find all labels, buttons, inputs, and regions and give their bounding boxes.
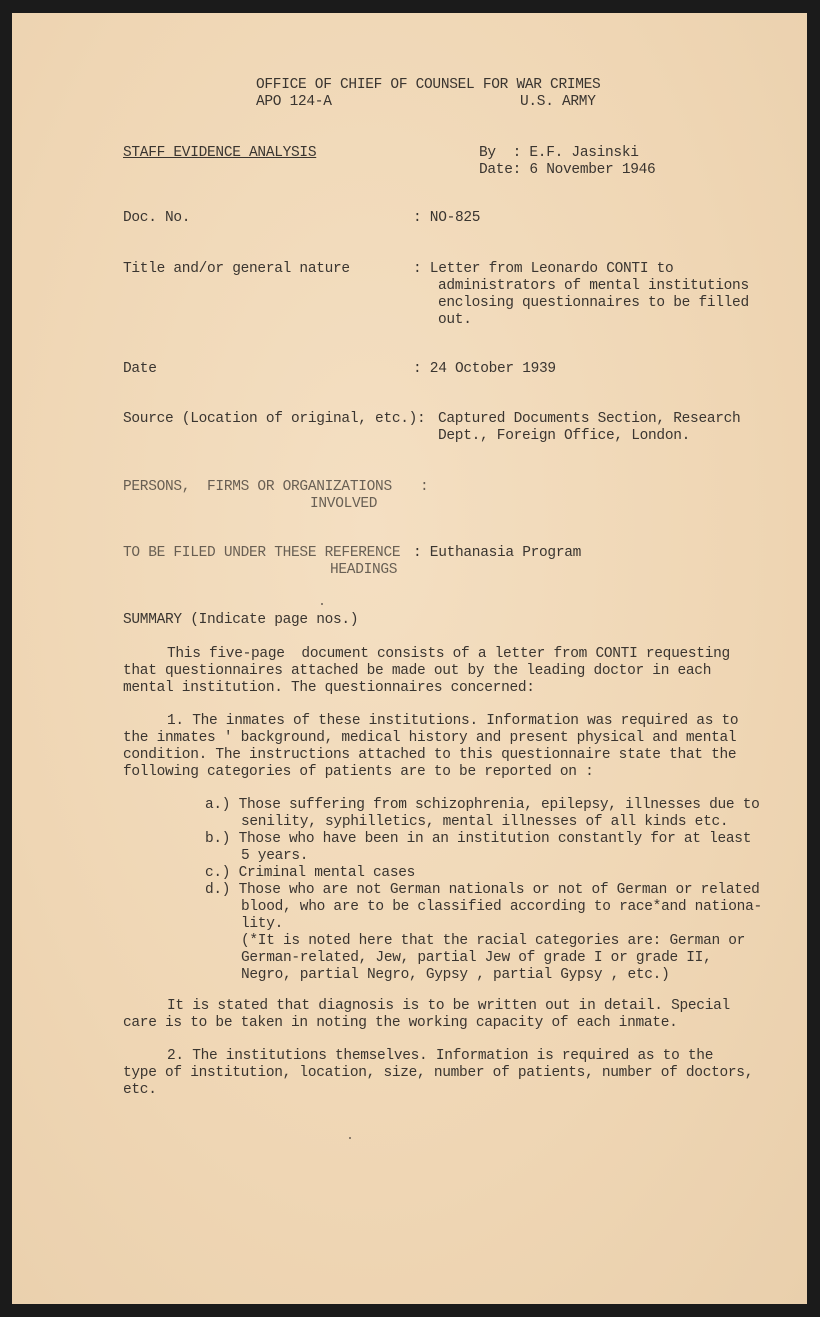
category-line: blood, who are to be classified according to race*and nationa-	[241, 899, 762, 915]
summary-line: This five-page document consists of a letter from CONTI requesting	[167, 646, 730, 662]
staff-evidence-analysis-title: STAFF EVIDENCE ANALYSIS	[123, 145, 317, 161]
filed-under-label-continued: HEADINGS	[330, 562, 398, 578]
doc-no-value: : NO-825	[413, 210, 481, 226]
summary-heading: SUMMARY (Indicate page nos.)	[123, 612, 359, 628]
summary-line: 1. The inmates of these institutions. Information was required as to	[167, 713, 739, 729]
summary-line: that questionnaires attached be made out by the leading doctor in each	[123, 663, 712, 679]
title-value-line: : Letter from Leonardo CONTI to	[413, 261, 674, 277]
document-page	[12, 13, 807, 1304]
filed-under-label: TO BE FILED UNDER THESE REFERENCE	[123, 545, 401, 561]
persons-label-continued: INVOLVED	[310, 496, 378, 512]
date-label: Date	[123, 361, 157, 377]
note-line: (*It is noted here that the racial categories are: German or	[241, 933, 746, 949]
persons-colon: :	[420, 479, 429, 495]
title-value-line: enclosing questionnaires to be filled	[438, 295, 749, 311]
category-line: a.) Those suffering from schizophrenia, epilepsy, illnesses due to	[205, 797, 760, 813]
summary-line: 2. The institutions themselves. Information is required as to the	[167, 1048, 714, 1064]
source-value-line: Captured Documents Section, Research	[438, 411, 741, 427]
summary-line: etc.	[123, 1082, 157, 1098]
category-line: lity.	[241, 916, 284, 932]
analysis-date: Date: 6 November 1946	[479, 162, 656, 178]
source-label: Source (Location of original, etc.):	[123, 411, 426, 427]
filed-under-value: : Euthanasia Program	[413, 545, 582, 561]
note-line: Negro, partial Negro, Gypsy , partial Gypsy , etc.)	[241, 967, 670, 983]
summary-line: care is to be taken in noting the working capacity of each inmate.	[123, 1015, 678, 1031]
summary-line: condition. The instructions attached to this questionnaire state that the	[123, 747, 737, 763]
doc-no-label: Doc. No.	[123, 210, 191, 226]
summary-line: It is stated that diagnosis is to be written out in detail. Special	[167, 998, 730, 1014]
analyst-name: By : E.F. Jasinski	[479, 145, 639, 161]
summary-line: type of institution, location, size, number of patients, number of doctors,	[123, 1065, 754, 1081]
category-line: c.) Criminal mental cases	[205, 865, 416, 881]
army-label: U.S. ARMY	[520, 94, 596, 110]
persons-label: PERSONS, FIRMS OR ORGANIZATIONS	[123, 479, 392, 495]
category-line: b.) Those who have been in an institution constantly for at least	[205, 831, 752, 847]
apo-number: APO 124-A	[256, 94, 332, 110]
speck	[349, 1137, 351, 1139]
category-line: 5 years.	[241, 848, 309, 864]
office-header: OFFICE OF CHIEF OF COUNSEL FOR WAR CRIMES	[256, 77, 601, 93]
summary-line: mental institution. The questionnaires concerned:	[123, 680, 535, 696]
category-line: d.) Those who are not German nationals or not of German or related	[205, 882, 760, 898]
category-line: senility, syphilletics, mental illnesses of all kinds etc.	[241, 814, 729, 830]
title-value-line: administrators of mental institutions	[438, 278, 749, 294]
summary-line: following categories of patients are to be reported on :	[123, 764, 594, 780]
summary-line: the inmates ' background, medical history and present physical and mental	[123, 730, 737, 746]
source-value-line: Dept., Foreign Office, London.	[438, 428, 691, 444]
speck	[321, 603, 323, 605]
note-line: German-related, Jew, partial Jew of grade I or grade II,	[241, 950, 712, 966]
title-value-line: out.	[438, 312, 472, 328]
date-value: : 24 October 1939	[413, 361, 556, 377]
title-label: Title and/or general nature	[123, 261, 350, 277]
